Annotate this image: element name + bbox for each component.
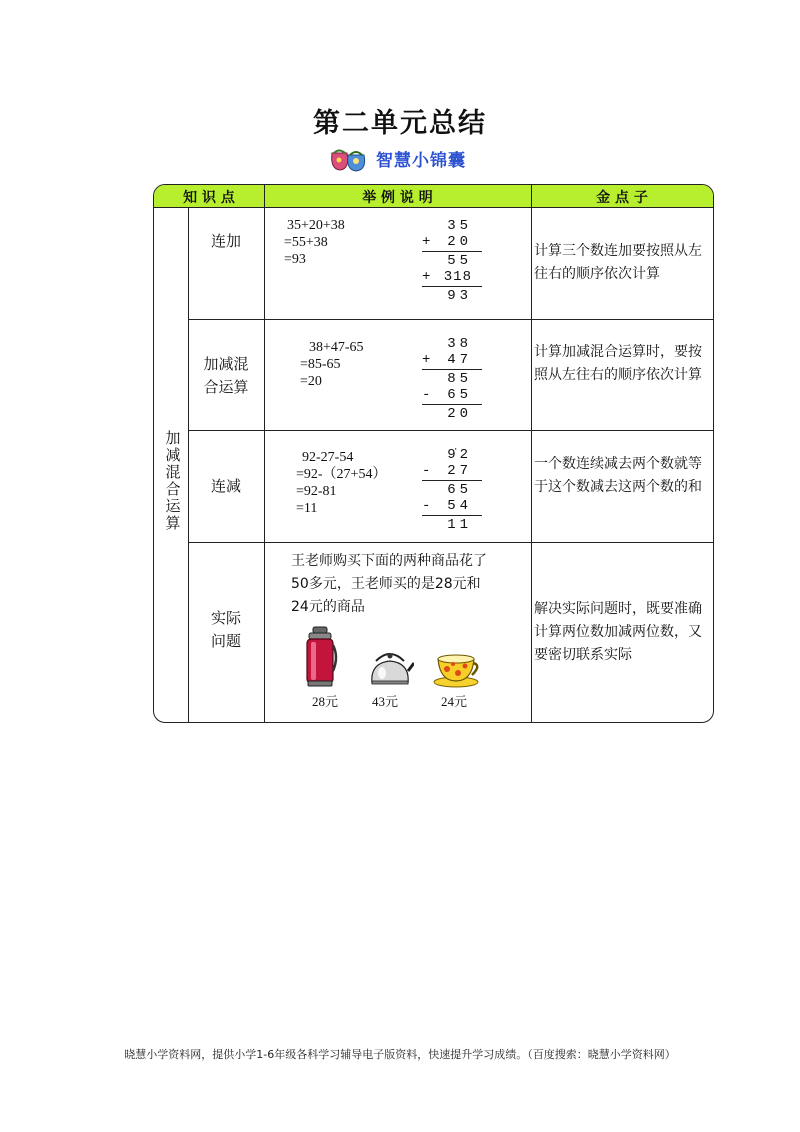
- vcalc-num: 20: [447, 406, 472, 422]
- vcalc-num: 65: [447, 387, 472, 403]
- price-label: 28元: [312, 694, 339, 709]
- vcalc-num: 27: [447, 463, 472, 479]
- vcalc-row: [422, 406, 482, 422]
- divider: [188, 542, 713, 543]
- thermos-icon: [303, 625, 339, 693]
- knowledge-point: [188, 230, 264, 253]
- vcalc-bar: [422, 369, 482, 370]
- example-line: =93: [284, 252, 306, 267]
- vcalc-row: [422, 447, 482, 463]
- tip-text: 计算三个数连加要按照从左往右的顺序依次计算: [534, 243, 702, 282]
- knowledge-point: [188, 353, 264, 399]
- vcalc-row: [422, 253, 482, 269]
- vcalc-num: 54: [447, 498, 472, 514]
- knowledge-point: [188, 475, 264, 498]
- vcalc-row: [422, 218, 482, 234]
- vcalc-bar: [422, 286, 482, 287]
- vcalc-op: +: [422, 269, 431, 285]
- example-line: =20: [300, 374, 322, 389]
- knowledge-point-line: 连减: [210, 477, 241, 495]
- knowledge-point: [188, 607, 264, 653]
- vcalc-num: 65: [447, 482, 472, 498]
- subtitle-label: 智慧小锦囊: [376, 150, 466, 171]
- footer-note: 晓慧小学资料网，提供小学1-6年级各科学习辅导电子版资料，快速提升学习成绩。（百度搜索：晓慧小学资料网）: [124, 1048, 676, 1061]
- page-title: 第二单元总结: [313, 108, 487, 139]
- example-line: =85-65: [300, 357, 341, 372]
- kettle-icon: [366, 647, 414, 691]
- divider: [188, 430, 713, 431]
- summary-table: [153, 184, 714, 723]
- tip-text: 解决实际问题时，既要准确计算两位数加减两位数，又要密切联系实际: [534, 601, 702, 663]
- header-tips: 金 点 子: [596, 190, 648, 206]
- vcalc-bar: [422, 515, 482, 516]
- example-line: =92-（27+54）: [296, 467, 387, 482]
- vcalc-num: 38: [447, 336, 472, 352]
- vertical-calculation: [422, 218, 482, 304]
- vcalc-op: +: [422, 234, 431, 250]
- tip-text: 计算加减混合运算时，要按照从左往右的顺序依次计算: [534, 344, 702, 383]
- example-steps: [296, 449, 387, 517]
- header-knowledge-point: 知 识 点: [183, 190, 235, 206]
- example-line: 92-27-54: [302, 450, 354, 465]
- vcalc-num: 11: [447, 517, 472, 533]
- vertical-calculation: [422, 447, 482, 533]
- vertical-calculation: [422, 336, 482, 422]
- knowledge-point-line: 问题: [210, 632, 241, 650]
- vcalc-num: 9̇2: [447, 447, 472, 463]
- divider: [531, 185, 532, 722]
- price-label: 43元: [372, 694, 399, 709]
- vcalc-op: -: [422, 498, 431, 514]
- divider: [264, 185, 265, 722]
- divider: [188, 319, 713, 320]
- example-line: 38+47-65: [309, 340, 364, 355]
- vcalc-op: +: [422, 352, 431, 368]
- example-line: =92-81: [296, 484, 337, 499]
- example-line: =11: [296, 501, 318, 516]
- vcalc-row: [422, 269, 482, 285]
- vcalc-row: [422, 234, 482, 250]
- vcalc-op: -: [422, 387, 431, 403]
- vcalc-num: 55: [447, 253, 472, 269]
- vcalc-row: [422, 387, 482, 403]
- lucky-bag-icon: [326, 139, 370, 177]
- vcalc-num: 35: [447, 218, 472, 234]
- vcalc-row: [422, 463, 482, 479]
- vcalc-row: [422, 352, 482, 368]
- price-label: 24元: [441, 694, 468, 709]
- vcalc-row: [422, 336, 482, 352]
- vcalc-num: 318: [443, 269, 472, 285]
- header-example: 举 例 说 明: [362, 190, 433, 206]
- subtitle: [326, 140, 466, 176]
- knowledge-point-line: 合运算: [203, 378, 249, 396]
- vcalc-num: 47: [447, 352, 472, 368]
- vcalc-row: [422, 498, 482, 514]
- table-header: [154, 185, 713, 208]
- tip-text: 一个数连续减去两个数就等于这个数减去这两个数的和: [534, 456, 702, 495]
- vcalc-op: -: [422, 463, 431, 479]
- word-problem: 王老师购买下面的两种商品花了50多元，王老师买的是28元和24元的商品: [291, 553, 487, 615]
- vcalc-row: [422, 288, 482, 304]
- vcalc-bar: [422, 480, 482, 481]
- vcalc-row: [422, 517, 482, 533]
- vcalc-bar: [422, 404, 482, 405]
- vcalc-num: 85: [447, 371, 472, 387]
- example-line: =55+38: [284, 235, 328, 250]
- example-steps: [284, 217, 345, 268]
- vcalc-num: 93: [447, 288, 472, 304]
- example-line: 35+20+38: [287, 218, 345, 233]
- example-steps: [300, 339, 364, 390]
- teacup-icon: [432, 649, 482, 693]
- knowledge-point-line: 实际: [210, 609, 241, 627]
- knowledge-point-line: 加减混: [203, 355, 249, 373]
- knowledge-point-line: 连加: [210, 232, 241, 250]
- vcalc-row: [422, 371, 482, 387]
- category-label: 加减混合运算: [165, 429, 181, 532]
- vcalc-row: [422, 482, 482, 498]
- vcalc-bar: [422, 251, 482, 252]
- vcalc-num: 20: [447, 234, 472, 250]
